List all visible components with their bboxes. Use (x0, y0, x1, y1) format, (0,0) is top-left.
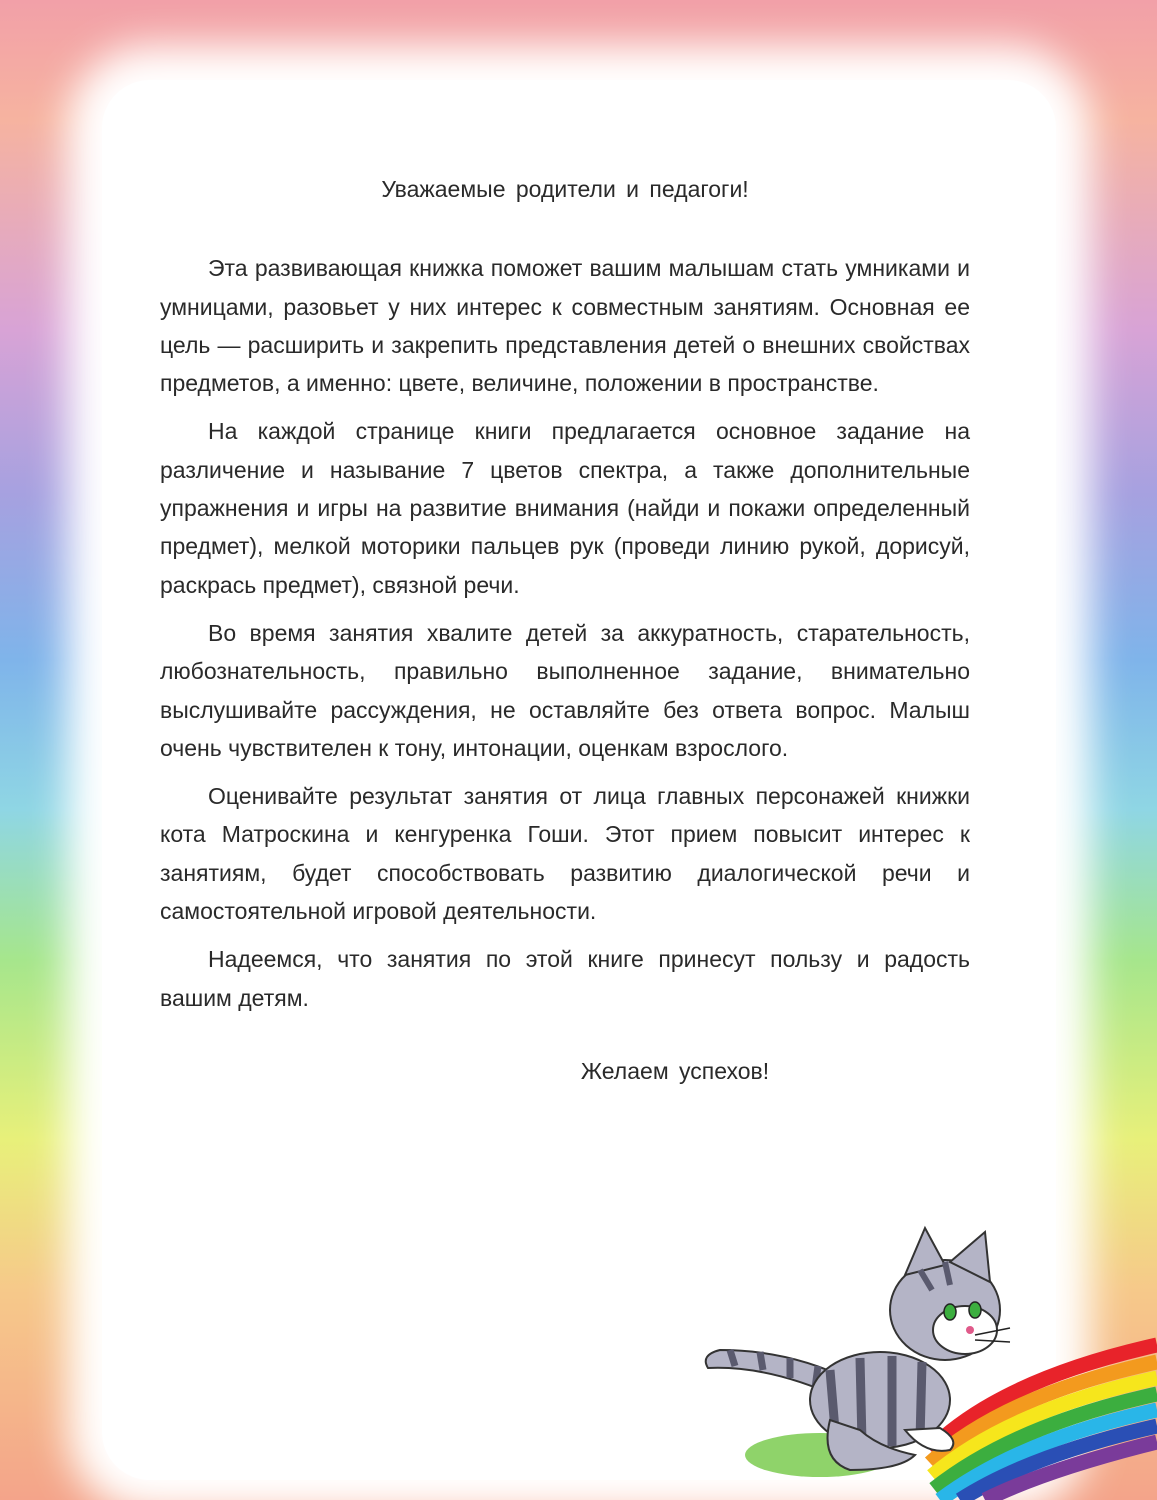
greeting-heading: Уважаемые родители и педагоги! (381, 176, 749, 202)
paragraph: Оценивайте результат занятия от лица главных персонажей книжки кота Матроскина и кенгуренка Гоши. Этот прием повысит интерес к занятиям, будет способствовать развитию диалогической речи и самостоятельной игровой деятельности. (160, 783, 970, 925)
letter-text (160, 170, 970, 1113)
closing-line: Желаем успехов! (580, 1057, 770, 1084)
paragraph: Эта развивающая книжка поможет вашим малышам стать умниками и умницами, разовьет у них интерес к совместным занятиям. Основная ее цель — расширить и закрепить представления детей о внешних свойствах предметов, а именно: цвете, величине, положении в пространстве. (160, 255, 970, 397)
paragraph: На каждой странице книги предлагается основное задание на различение и называние 7 цветов спектра, а также дополнительные упражнения и игры на развитие внимания (найди и покажи определенный предмет), мелкой моторики пальцев рук (проведи линию рукой, дорисуй, раскрась предмет), связной речи. (160, 418, 970, 598)
paragraph: Надеемся, что занятия по этой книге принесут пользу и радость вашим детям. (160, 946, 970, 1011)
paragraph: Во время занятия хвалите детей за аккуратность, старательность, любознательность, правильно выполненное задание, внимательно выслушивайте рассуждения, не оставляйте без ответа вопрос. Малыш очень чувствителен к тону, интонации, оценкам взрослого. (160, 619, 970, 761)
